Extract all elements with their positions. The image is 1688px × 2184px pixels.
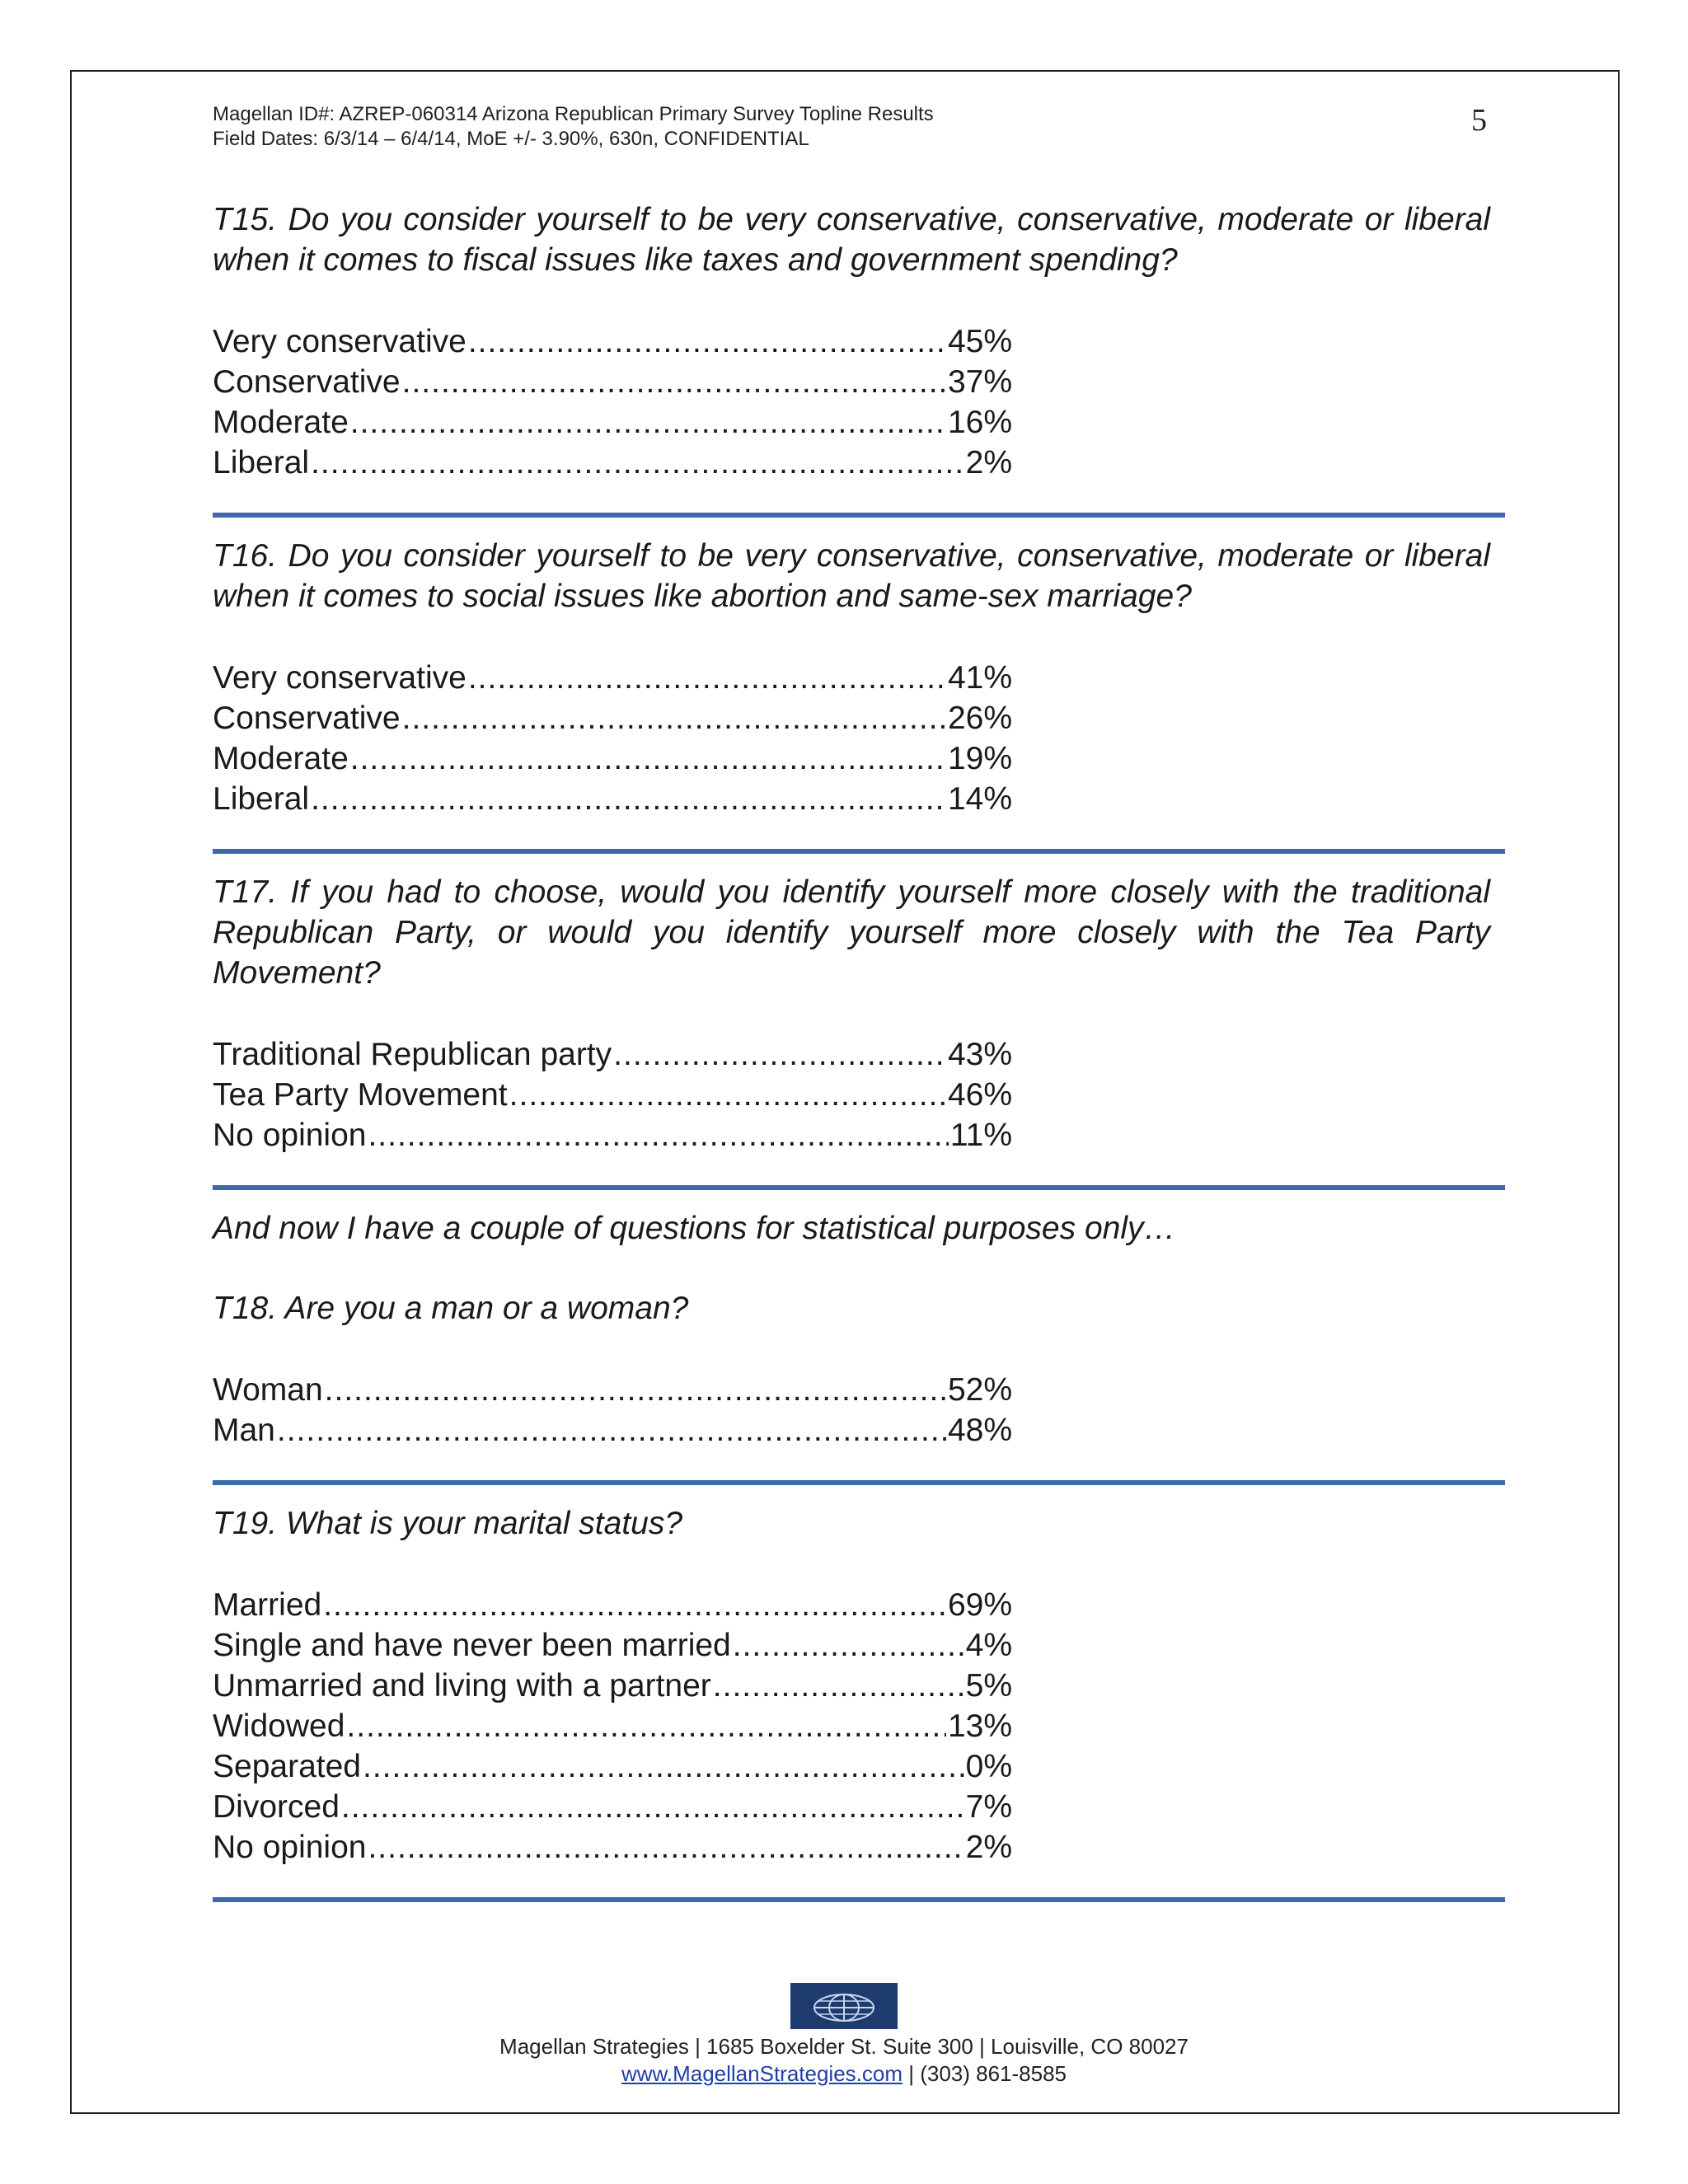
contact-line: [0, 2060, 1688, 2088]
dot-leader: [363, 1746, 964, 1787]
question-t15: [213, 199, 1490, 483]
answer-label: Moderate: [213, 741, 349, 776]
answer-value: 43%: [947, 1037, 1012, 1072]
dot-leader: [323, 1585, 946, 1625]
survey-content: [213, 199, 1490, 1920]
dot-leader: [368, 1115, 948, 1155]
answer-value: 37%: [947, 364, 1012, 400]
dot-leader: [713, 1666, 964, 1706]
answer-label: No opinion: [213, 1118, 367, 1153]
answer-label: Tea Party Movement: [213, 1077, 508, 1113]
answer-label: Divorced: [213, 1789, 340, 1825]
dot-leader: [368, 1827, 964, 1868]
question-t18: [213, 1208, 1490, 1451]
company-address: Magellan Strategies | 1685 Boxelder St. Suite 300 | Louisville, CO 80027: [499, 2034, 1189, 2059]
answer-value: 2%: [965, 1830, 1012, 1865]
answer-value: 14%: [947, 781, 1012, 817]
dot-leader: [311, 779, 946, 819]
section-divider: [213, 1897, 1505, 1902]
answer-row: [213, 1827, 1012, 1868]
answer-label: Traditional Republican party: [213, 1037, 612, 1072]
answer-label: No opinion: [213, 1830, 367, 1865]
answer-label: Moderate: [213, 405, 349, 440]
statistical-intro: And now I have a couple of questions for statistical purposes only…: [213, 1211, 1176, 1246]
answer-value: 4%: [965, 1628, 1012, 1663]
globe-logo-icon: [790, 1983, 898, 2029]
question-text: T16. Do you consider yourself to be very conservative, conservative, moderate or liberal when it comes to social issues like abortion and same-sex marriage?: [213, 538, 1490, 614]
answer-label: Single and have never been married: [213, 1628, 731, 1663]
answer-label: Conservative: [213, 364, 401, 400]
answer-label: Separated: [213, 1749, 361, 1784]
dot-leader: [341, 1787, 964, 1827]
answer-row: [213, 1585, 1012, 1625]
answer-row: [213, 1075, 1012, 1115]
answer-row: [213, 443, 1012, 483]
answer-value: 2%: [965, 445, 1012, 480]
answer-row: [213, 362, 1012, 402]
answer-value: 41%: [947, 660, 1012, 696]
answer-row: [213, 698, 1012, 738]
answer-value: 48%: [947, 1413, 1012, 1448]
dot-leader: [311, 443, 964, 483]
answer-label: Widowed: [213, 1708, 345, 1744]
answer-value: 13%: [947, 1708, 1012, 1744]
dot-leader: [468, 658, 946, 698]
answer-row: [213, 738, 1012, 779]
section-divider: [213, 1185, 1505, 1190]
dot-leader: [613, 1034, 946, 1075]
section-divider: [213, 849, 1505, 854]
answer-row: [213, 1746, 1012, 1787]
answer-label: Very conservative: [213, 324, 467, 359]
answer-row: [213, 1625, 1012, 1666]
question-text: T15. Do you consider yourself to be very conservative, conservative, moderate or liberal when it comes to fiscal issues like taxes and government spending?: [213, 202, 1490, 278]
answer-value: 5%: [965, 1668, 1012, 1704]
page-footer: [0, 1983, 1688, 2088]
page-number: 5: [1471, 103, 1487, 138]
answer-list: [213, 321, 1012, 483]
question-text: T17. If you had to choose, would you identify yourself more closely with the traditional Republican Party, or would you identify yourself more closely with the Tea Party Movement?: [213, 874, 1490, 991]
header-survey-title: Magellan ID#: AZREP-060314 Arizona Republican Primary Survey Topline Results: [213, 103, 934, 125]
answer-row: [213, 658, 1012, 698]
dot-leader: [346, 1706, 946, 1746]
question-t19: [213, 1503, 1490, 1868]
answer-label: Conservative: [213, 701, 401, 736]
answer-label: Unmarried and living with a partner: [213, 1668, 711, 1704]
dot-leader: [402, 362, 946, 402]
dot-leader: [350, 402, 946, 443]
answer-value: 52%: [947, 1372, 1012, 1408]
answer-label: Married: [213, 1587, 322, 1623]
answer-value: 26%: [947, 701, 1012, 736]
dot-leader: [509, 1075, 946, 1115]
answer-row: [213, 321, 1012, 362]
answer-label: Woman: [213, 1372, 323, 1408]
answer-label: Very conservative: [213, 660, 467, 696]
dot-leader: [402, 698, 946, 738]
page-header: [213, 102, 1498, 152]
answer-row: [213, 1706, 1012, 1746]
answer-row: [213, 1370, 1012, 1410]
header-field-dates: Field Dates: 6/3/14 – 6/4/14, MoE +/- 3.90%, 630n, CONFIDENTIAL: [213, 128, 809, 150]
answer-row: [213, 1115, 1012, 1155]
question-t17: [213, 872, 1490, 1155]
dot-leader: [733, 1625, 964, 1666]
answer-row: [213, 402, 1012, 443]
answer-list: [213, 1034, 1012, 1155]
answer-value: 19%: [947, 741, 1012, 776]
website-link[interactable]: www.MagellanStrategies.com: [621, 2061, 903, 2086]
section-divider: [213, 1480, 1505, 1485]
answer-value: 45%: [947, 324, 1012, 359]
answer-value: 46%: [947, 1077, 1012, 1113]
answer-row: [213, 1787, 1012, 1827]
dot-leader: [350, 738, 946, 779]
answer-value: 16%: [947, 405, 1012, 440]
answer-value: 11%: [950, 1118, 1012, 1153]
question-text: T18. Are you a man or a woman?: [213, 1291, 689, 1326]
answer-row: [213, 1034, 1012, 1075]
answer-list: [213, 1370, 1012, 1451]
question-t16: [213, 536, 1490, 819]
answer-label: Man: [213, 1413, 275, 1448]
dot-leader: [277, 1410, 946, 1451]
answer-value: 0%: [965, 1749, 1012, 1784]
question-text: T19. What is your marital status?: [213, 1506, 683, 1541]
answer-label: Liberal: [213, 781, 310, 817]
answer-value: 69%: [947, 1587, 1012, 1623]
answer-list: [213, 1585, 1012, 1868]
answer-row: [213, 1666, 1012, 1706]
answer-label: Liberal: [213, 445, 310, 480]
dot-leader: [468, 321, 946, 362]
answer-row: [213, 1410, 1012, 1451]
answer-list: [213, 658, 1012, 819]
phone-number: | (303) 861-8585: [903, 2061, 1067, 2086]
section-divider: [213, 513, 1505, 518]
answer-value: 7%: [965, 1789, 1012, 1825]
answer-row: [213, 779, 1012, 819]
dot-leader: [325, 1370, 946, 1410]
